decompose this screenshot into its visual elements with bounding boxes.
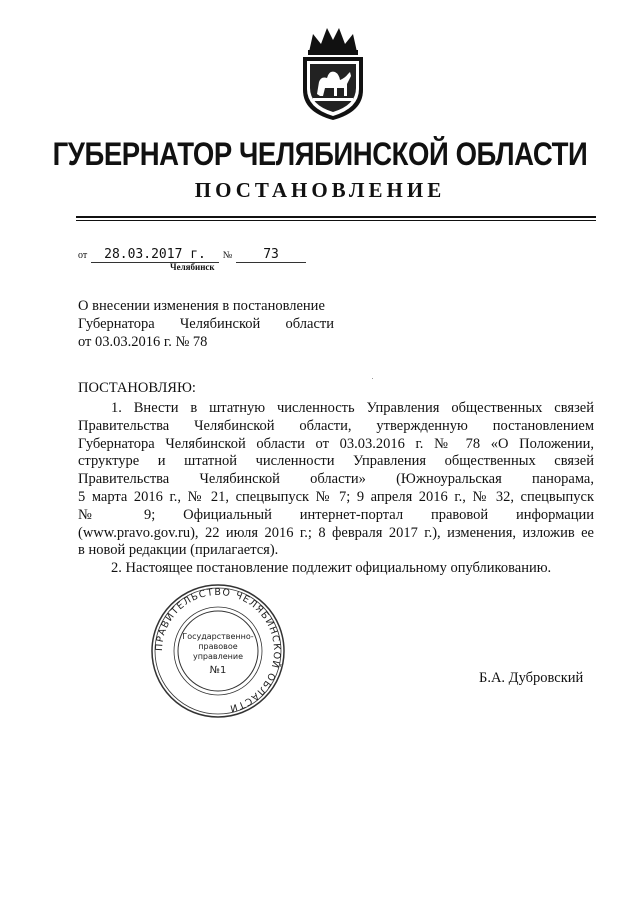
- document-subject: [78, 297, 334, 351]
- body-line: Губернатора Челябинской области от 03.03.2016 г. № 78 «О Положении,: [78, 435, 594, 452]
- number-label: №: [222, 250, 233, 261]
- document-city: Челябинск: [170, 262, 215, 272]
- document-type: ПОСТАНОВЛЕНИЕ: [194, 178, 446, 202]
- header-divider-thin: [76, 220, 596, 221]
- body-line: 2. Настоящее постановление подлежит официальному опубликованию.: [111, 560, 552, 577]
- decree-word: ПОСТАНОВЛЯЮ:: [78, 380, 196, 396]
- subject-line: от 03.03.2016 г. № 78: [78, 334, 208, 350]
- body-line: Правительства Челябинской области» (Южноуральская панорама,: [78, 471, 594, 488]
- subject-line: Губернатора Челябинской области: [78, 316, 334, 332]
- official-seal-icon: [150, 583, 286, 719]
- document-title: ГУБЕРНАТОР ЧЕЛЯБИНСКОЙ ОБЛАСТИ: [52, 136, 588, 172]
- seal-ring-text: ПРАВИТЕЛЬСТВО ЧЕЛЯБИНСКОЙ ОБЛАСТИ: [153, 586, 283, 714]
- body-line: (www.pravo.gov.ru), 22 июля 2016 г.; 8 февраля 2017 г.), изменения, изложив ее: [78, 524, 594, 541]
- body-line: в новой редакции (прилагается).: [78, 542, 279, 559]
- seal-inner-line: правовое: [198, 642, 238, 651]
- signatory-name: Б.А. Дубровский: [479, 670, 584, 686]
- seal-inner-number: №1: [209, 665, 227, 676]
- body-line: 5 марта 2016 г., № 21, спецвыпуск № 7; 9 апреля 2016 г., № 32, спецвыпуск: [78, 488, 594, 505]
- body-line: Правительства Челябинской области, утвержденную постановлением: [78, 417, 594, 434]
- document-number: 73: [236, 248, 306, 263]
- document-date: 28.03.2017 г.: [91, 248, 219, 263]
- document-body: [78, 400, 594, 578]
- header-divider-thick: [76, 216, 596, 218]
- subject-line: О внесении изменения в постановление: [78, 298, 325, 314]
- body-line: № 9; Официальный интернет-портал правовой информации: [78, 506, 594, 523]
- from-label: от: [78, 250, 88, 261]
- body-line: структуре и штатной численности Управления общественных связей: [78, 453, 594, 470]
- seal-inner-line: Государственно-: [182, 632, 254, 641]
- scan-speck: [372, 378, 373, 379]
- registration-line: [78, 246, 306, 263]
- coat-of-arms-icon: [293, 22, 373, 122]
- body-line: 1. Внести в штатную численность Управления общественных связей: [111, 400, 594, 416]
- seal-inner-line: управление: [192, 652, 244, 661]
